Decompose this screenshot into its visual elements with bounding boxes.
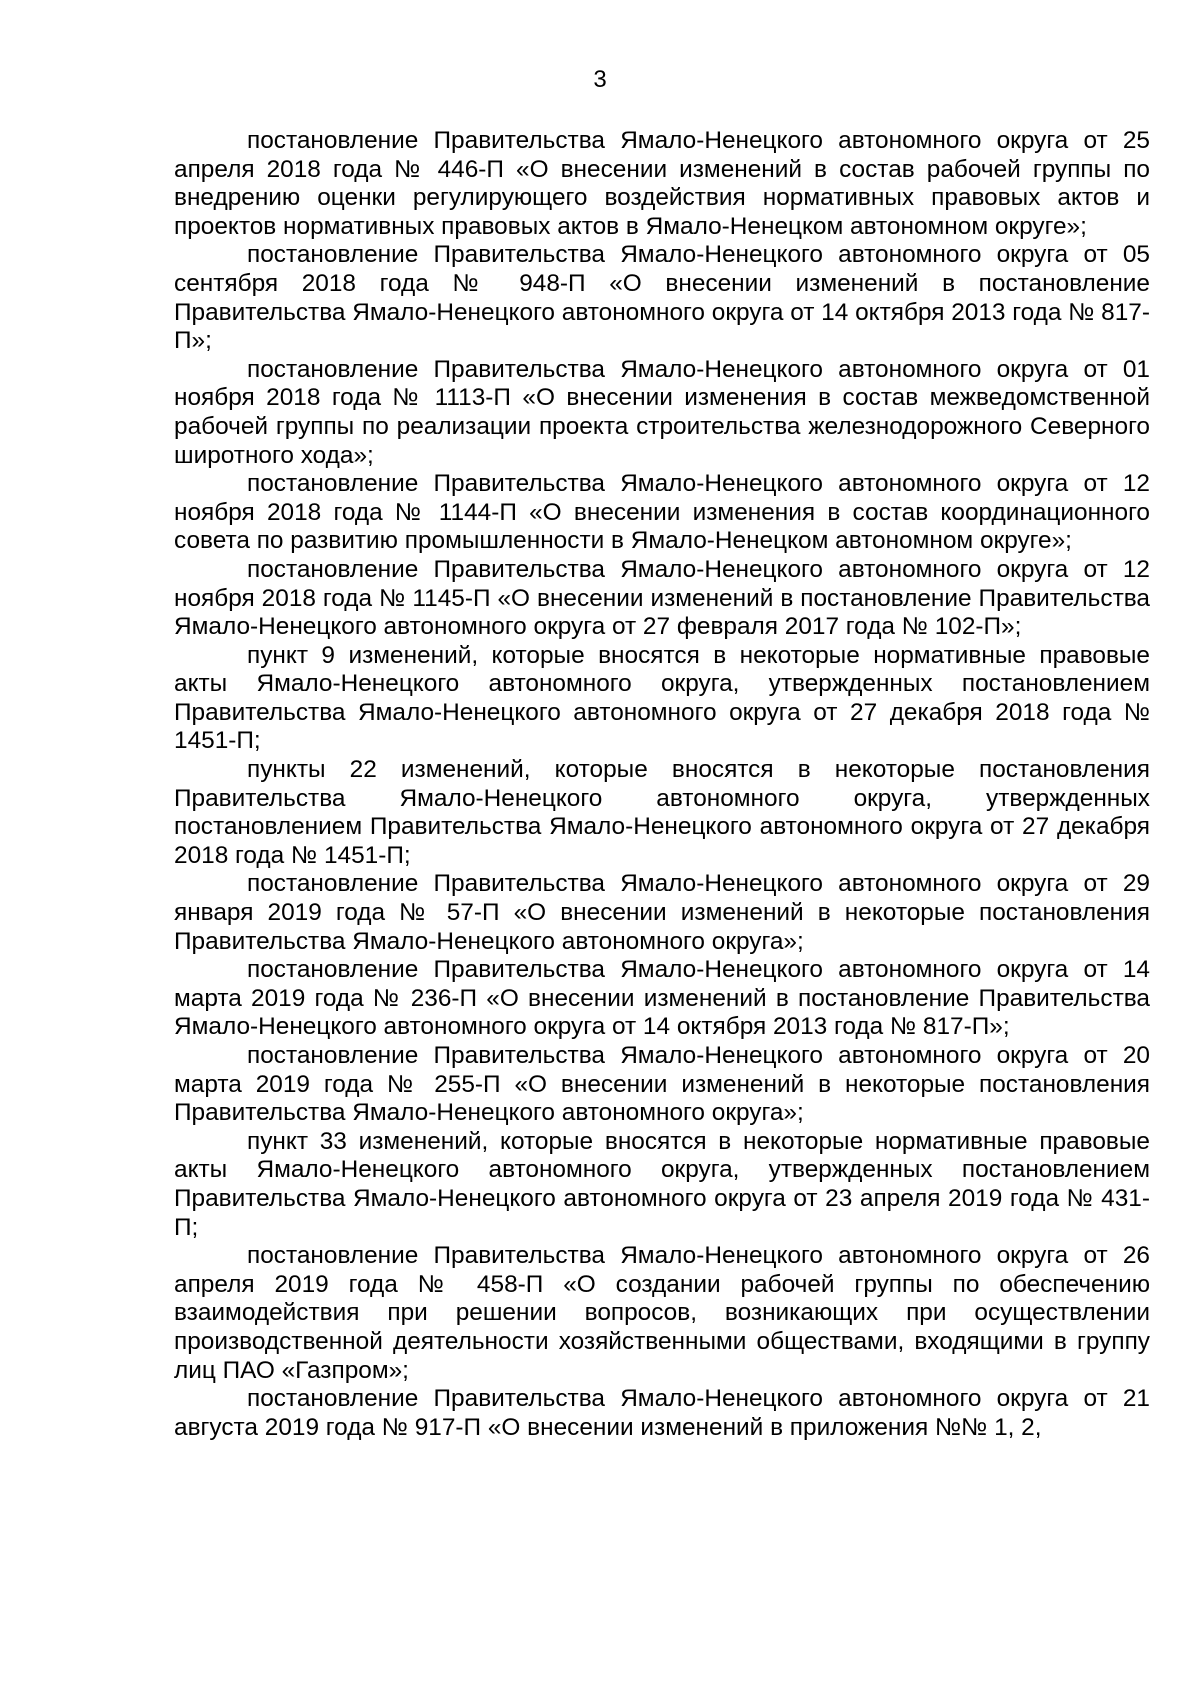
list-item: постановление Правительства Ямало-Ненецкого автономного округа от 14 марта 2019 года № 236-П «О внесении изменений в постановление Правительства Ямало-Ненецкого автономного округа от 14 октября 2013 года № 817-П»; <box>174 956 1150 1041</box>
list-item: пункт 33 изменений, которые вносятся в некоторые нормативные правовые акты Ямало-Ненецкого автономного округа, утвержденных постановлением Правительства Ямало-Ненецкого автономного округа от 23 апреля 2019 года № 431-П; <box>174 1127 1150 1241</box>
list-item: пункты 22 изменений, которые вносятся в некоторые постановления Правительства Ямало-Ненецкого автономного округа, утвержденных постановлением Правительства Ямало-Ненецкого автономного округа от 27 декабря 2018 года № 1451-П; <box>174 756 1150 869</box>
list-item: постановление Правительства Ямало-Ненецкого автономного округа от 12 ноября 2018 года № 1144-П «О внесении изменения в состав координационного совета по развитию промышленности в Ямало-Ненецком автономном округе»; <box>174 470 1150 555</box>
list-item: постановление Правительства Ямало-Ненецкого автономного округа от 20 марта 2019 года № 255-П «О внесении изменений в некоторые постановления Правительства Ямало-Ненецкого автономного округа»; <box>174 1042 1150 1127</box>
list-item: постановление Правительства Ямало-Ненецкого автономного округа от 29 января 2019 года № 57-П «О внесении изменений в некоторые постановления Правительства Ямало-Ненецкого автономного округа»; <box>174 870 1150 955</box>
list-item: постановление Правительства Ямало-Ненецкого автономного округа от 05 сентября 2018 года № 948-П «О внесении изменений в постановление Правительства Ямало-Ненецкого автономного округа от 14 октября 2013 года № 817-П»; <box>174 241 1150 355</box>
page-number: 3 <box>593 66 607 93</box>
list-item: постановление Правительства Ямало-Ненецкого автономного округа от 12 ноября 2018 года № 1145-П «О внесении изменений в постановление Правительства Ямало-Ненецкого автономного округа от 27 февраля 2017 года № 102-П»; <box>174 555 1150 641</box>
document-body <box>174 127 1150 1442</box>
list-item: пункт 9 изменений, которые вносятся в некоторые нормативные правовые акты Ямало-Ненецкого автономного округа, утвержденных постановлением Правительства Ямало-Ненецкого автономного округа от 27 декабря 2018 года № 1451-П; <box>174 641 1150 755</box>
list-item: постановление Правительства Ямало-Ненецкого автономного округа от 21 августа 2019 года № 917-П «О внесении изменений в приложения №№ 1, 2, <box>174 1385 1150 1441</box>
list-item: постановление Правительства Ямало-Ненецкого автономного округа от 25 апреля 2018 года № 446-П «О внесении изменений в состав рабочей группы по внедрению оценки регулирующего воздействия нормативных правовых актов и проектов нормативных правовых актов в Ямало-Ненецком автономном округе»; <box>174 127 1150 240</box>
list-item: постановление Правительства Ямало-Ненецкого автономного округа от 26 апреля 2019 года № 458-П «О создании рабочей группы по обеспечению взаимодействия при решении вопросов, возникающих при осуществлении производственной деятельности хозяйственными обществами, входящими в группу лиц ПАО «Газпром»; <box>174 1242 1150 1384</box>
list-item: постановление Правительства Ямало-Ненецкого автономного округа от 01 ноября 2018 года № 1113-П «О внесении изменения в состав межведомственной рабочей группы по реализации проекта строительства железнодорожного Северного широтного хода»; <box>174 355 1150 469</box>
